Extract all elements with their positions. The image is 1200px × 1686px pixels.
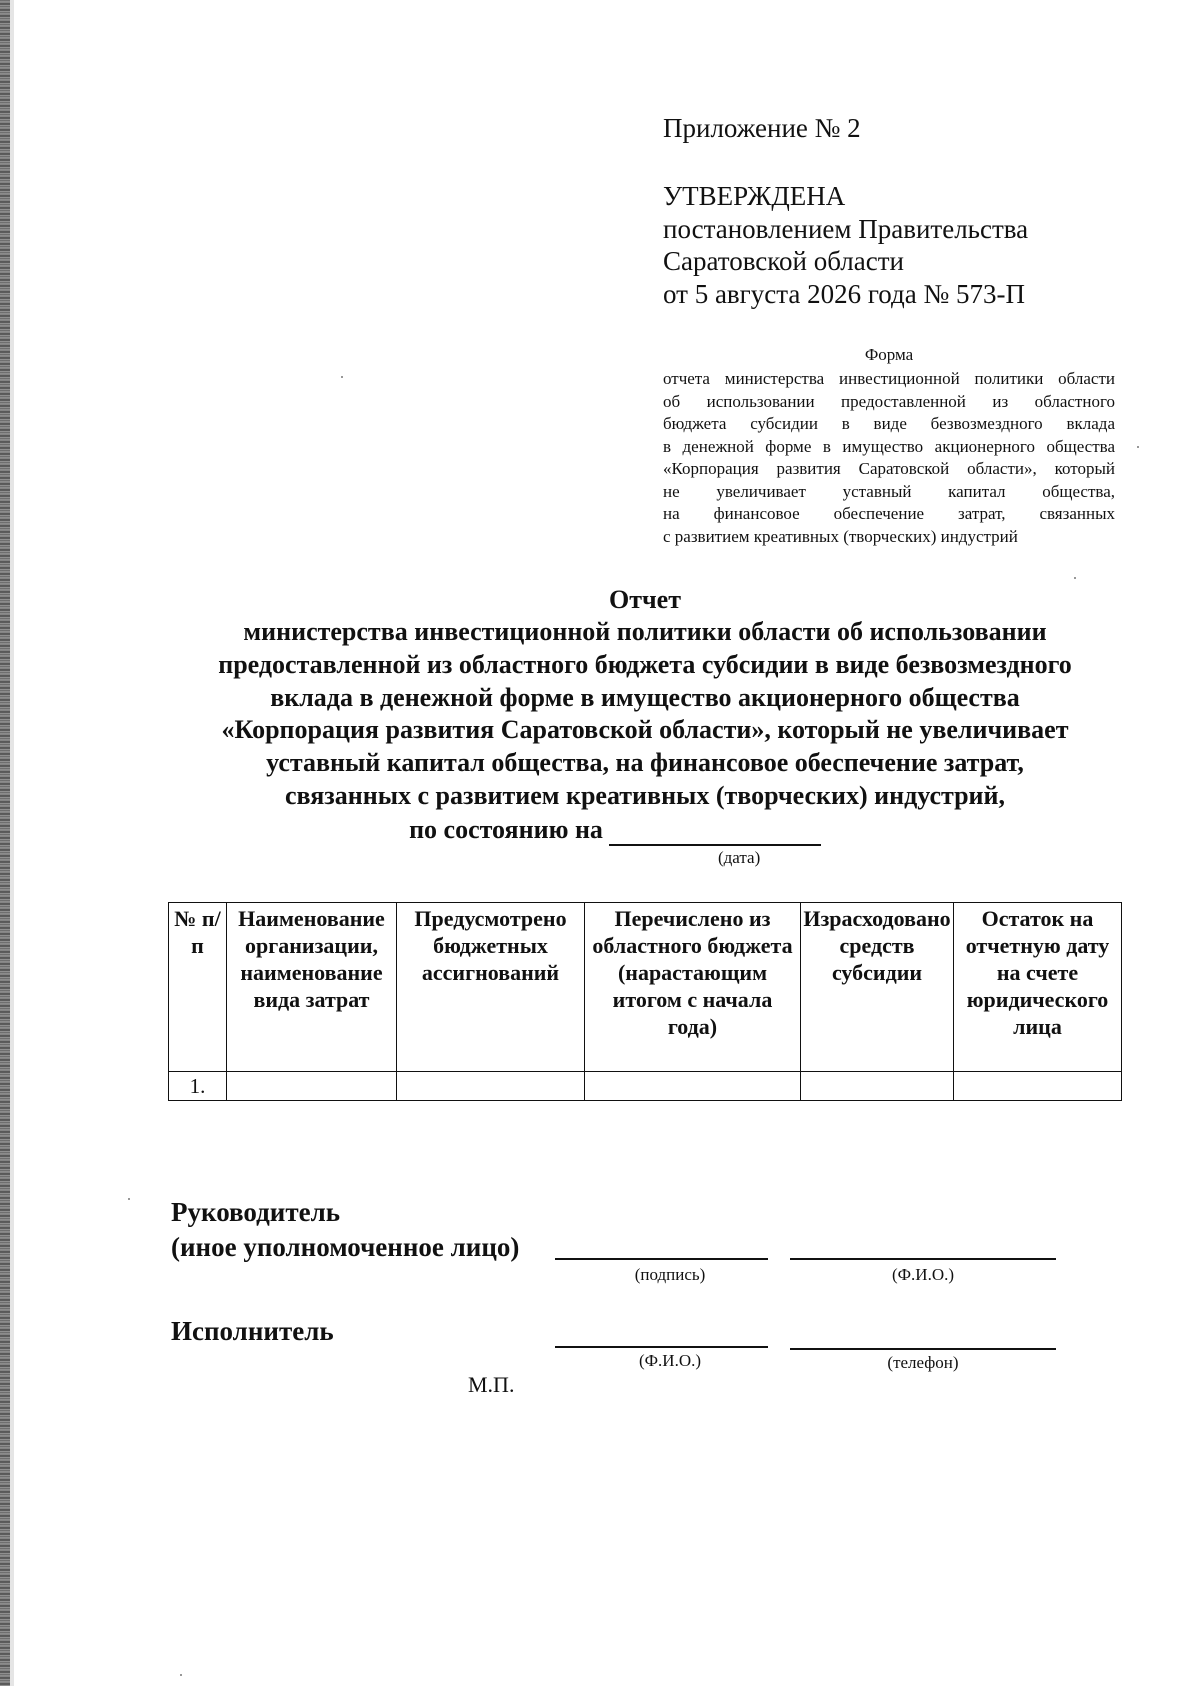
form-description-line: в денежной форме в имущество акционерного общества (663, 436, 1115, 456)
table-cell-number: 1. (169, 1072, 227, 1101)
form-description (663, 368, 1115, 548)
scan-speck (341, 376, 343, 378)
form-description-line: бюджета субсидии в виде безвозмездного вклада (663, 414, 1115, 433)
report-table (168, 902, 1122, 1101)
scan-edge-shadow (10, 0, 14, 1686)
table-cell-organization[interactable] (227, 1072, 397, 1101)
report-heading-line: связанных с развитием креативных (творческих) индустрий, (284, 780, 1005, 810)
column-header-spent: Израсходовано средств субсидии (801, 903, 954, 1072)
scan-speck (180, 1674, 182, 1676)
form-description-line: «Корпорация развития Саратовской области», который (663, 459, 1115, 478)
report-heading-line: вклада в денежной форме в имущество акционерного общества (270, 682, 1020, 712)
report-heading-line: предоставленной из областного бюджета субсидии в виде безвозмездного (218, 649, 1072, 679)
column-header-budgeted: Предусмотрено бюджетных ассигнований (397, 903, 585, 1072)
annex-number: Приложение № 2 (663, 113, 861, 143)
head-name-line[interactable] (790, 1258, 1056, 1260)
executor-phone-line[interactable] (790, 1348, 1056, 1350)
report-heading-line: министерства инвестиционной политики области об использовании (243, 617, 1047, 646)
head-signature-line[interactable] (555, 1258, 768, 1260)
report-date-prefix: по состоянию на (409, 815, 603, 844)
approval-line: Саратовской области (663, 246, 904, 276)
table-cell-transferred[interactable] (585, 1072, 801, 1101)
scan-speck (1137, 446, 1139, 448)
column-header-organization: Наименование организации, наименование вида затрат (227, 903, 397, 1072)
table-cell-budgeted[interactable] (397, 1072, 585, 1101)
approval-line: постановлением Правительства (663, 213, 1029, 244)
head-signature-caption: (подпись) (634, 1265, 706, 1284)
head-label: Руководитель (171, 1197, 341, 1227)
head-label-authorized: (иное уполномоченное лицо) (171, 1232, 520, 1262)
report-heading (100, 616, 1190, 813)
column-header-number: № п/п (169, 903, 227, 1072)
table-header-row (169, 903, 1122, 1072)
column-header-transferred: Перечислено из областного бюджета (нарастающим итогом с начала года) (585, 903, 801, 1072)
approval-line: от 5 августа 2026 года № 573-П (663, 278, 1025, 309)
executor-name-line[interactable] (555, 1346, 768, 1348)
report-date-line (100, 814, 1190, 846)
table-cell-spent[interactable] (801, 1072, 954, 1101)
executor-label: Исполнитель (171, 1316, 334, 1346)
report-date-caption: (дата) (718, 848, 761, 867)
form-description-line: на финансовое обеспечение затрат, связанных (663, 504, 1115, 523)
report-date-field[interactable] (609, 818, 821, 846)
executor-phone-caption: (телефон) (887, 1353, 959, 1372)
column-header-balance: Остаток на отчетную дату на счете юридического лица (954, 903, 1122, 1072)
form-description-line: отчета министерства инвестиционной политики области (663, 369, 1115, 388)
form-description-line: об использовании предоставленной из областного (663, 391, 1115, 411)
scan-speck (128, 1198, 130, 1200)
report-heading-line: уставный капитал общества, на финансовое обеспечение затрат, (266, 748, 1024, 778)
form-description-line: с развитием креативных (творческих) индустрий (663, 526, 1018, 546)
form-description-line: не увеличивает уставный капитал общества, (663, 481, 1115, 501)
table-cell-balance[interactable] (954, 1072, 1122, 1101)
approval-block (663, 180, 1028, 310)
report-heading-line: «Корпорация развития Саратовской области», который не увеличивает (221, 715, 1069, 745)
form-title: Форма (864, 345, 914, 364)
executor-name-caption: (Ф.И.О.) (638, 1351, 702, 1370)
approval-line: УТВЕРЖДЕНА (663, 181, 846, 211)
scan-speck (1074, 577, 1076, 579)
head-name-caption: (Ф.И.О.) (891, 1265, 955, 1284)
scan-edge (0, 0, 10, 1686)
report-title: Отчет (609, 585, 681, 614)
stamp-placeholder: М.П. (468, 1372, 515, 1397)
table-row (169, 1072, 1122, 1101)
